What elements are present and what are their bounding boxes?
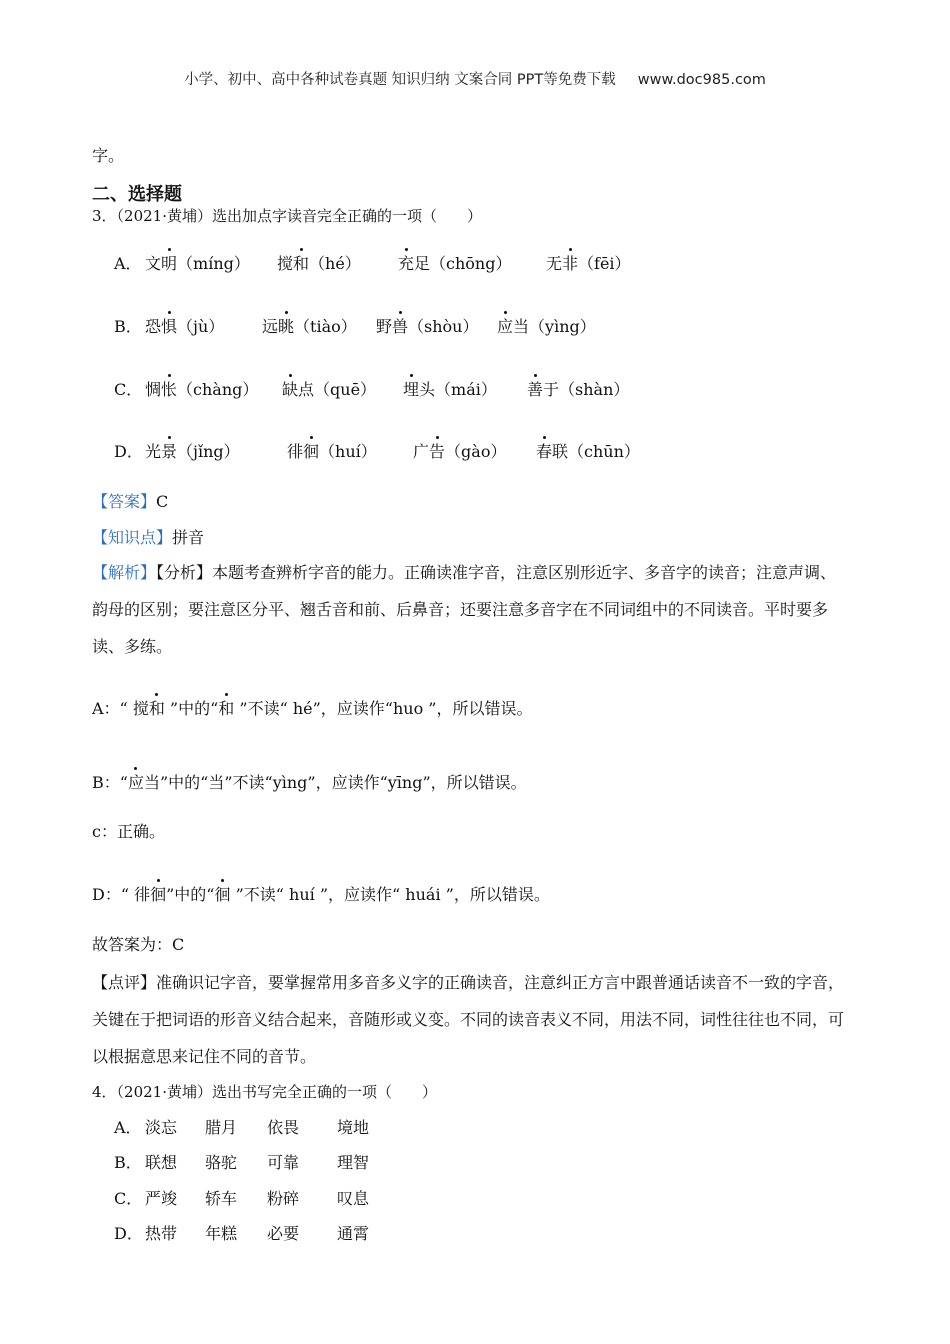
q4-option-word: 依畏 [267, 1118, 300, 1137]
q4-option-word: 腊月 [205, 1118, 238, 1137]
page-header [0, 68, 950, 89]
q3-option-word [536, 442, 640, 462]
line-d-dotted2: 徊 [214, 885, 231, 904]
word-char: 点 [298, 380, 315, 399]
line-a-part1: A：“ 搅 [92, 699, 149, 718]
dotted-char: 埋 [403, 380, 420, 399]
q4-option-label: B． [114, 1153, 142, 1172]
word-char: 徘 [287, 442, 304, 461]
pinyin: （jǐng） [177, 442, 240, 461]
q4-option-label: A． [114, 1118, 142, 1137]
analysis-line-a [92, 699, 533, 719]
q3-option-word [145, 317, 224, 337]
pinyin: （fēi） [578, 254, 631, 273]
pinyin: （chàng） [177, 380, 259, 399]
dotted-char: 充 [398, 254, 415, 273]
pinyin: （hé） [309, 254, 361, 273]
line-b-part1: B：“ [92, 773, 128, 792]
q4-option-word: 通霄 [337, 1224, 370, 1243]
pinyin: （gào） [445, 442, 507, 461]
analysis-line-d [92, 885, 550, 905]
q3-option-word [403, 380, 497, 400]
dotted-char: 缺 [282, 380, 299, 399]
q3-option-word [287, 442, 377, 462]
q3-option-word [262, 317, 357, 337]
q4-option-word: 叹息 [337, 1189, 370, 1208]
answer-value: C [156, 492, 169, 511]
word-char: 头 [419, 380, 436, 399]
q3-option-word [527, 380, 629, 400]
pinyin: （tiào） [294, 317, 357, 336]
dotted-char: 非 [562, 254, 579, 273]
q3-option-word [398, 254, 511, 274]
pinyin: （yìng） [529, 317, 596, 336]
pinyin: （mái） [435, 380, 497, 399]
word-char: 惆 [145, 380, 162, 399]
q3-option-word [282, 380, 376, 400]
q3-option-word [145, 380, 258, 400]
q4-option-word: 必要 [267, 1224, 300, 1243]
q3-option-word [546, 254, 631, 274]
dotted-char: 兽 [392, 317, 409, 336]
line-d-part1: D：“ 徘 [92, 885, 151, 904]
q3-option-label: B． [114, 317, 142, 336]
dotted-char: 徊 [303, 442, 320, 461]
q4-option-word: 轿车 [205, 1189, 238, 1208]
word-char: 野 [376, 317, 393, 336]
pinyin: （jù） [177, 317, 225, 336]
q3-option-word [145, 254, 250, 274]
q4-option-word: 骆驼 [205, 1153, 238, 1172]
q3-answer [92, 492, 168, 512]
q4-option-word: 严竣 [145, 1189, 178, 1208]
q3-option-word [413, 442, 506, 462]
line-d-part3: ”不读“ huí ”，应读作“ huái ”，所以错误。 [230, 885, 550, 904]
analysis-text: 【分析】本题考查辨析字音的能力。正确读准字音，注意区别形近字、多音字的读音；注意声调、韵母的区别；要注意区分平、翘舌音和前、后鼻音；还要注意多音字在不同词组中的不同读音。平时要多读、多练。 [92, 563, 837, 656]
q4-stem: 4．（2021·黄埔）选出书写完全正确的一项（ ） [92, 1083, 437, 1101]
line-a-part3: ”不读“ hé”，应读作“huo ”，所以错误。 [234, 699, 533, 718]
dotted-char: 怅 [161, 380, 178, 399]
q3-stem: 3．（2021·黄埔）选出加点字读音完全正确的一项（ ） [92, 207, 482, 225]
q3-option-word [145, 442, 240, 462]
pinyin: （shòu） [408, 317, 479, 336]
q4-option-word: 粉碎 [267, 1189, 300, 1208]
word-char: 光 [145, 442, 162, 461]
word-char: 远 [262, 317, 279, 336]
word-char: 于 [543, 380, 560, 399]
kp-value: 拼音 [172, 528, 205, 547]
line-a-part2: ”中的“ [164, 699, 219, 718]
word-char: 搅 [277, 254, 294, 273]
q4-option-word: 理智 [337, 1153, 370, 1172]
dotted-char: 眺 [278, 317, 295, 336]
q3-option-word [277, 254, 361, 274]
dotted-char: 景 [161, 442, 178, 461]
q4-option-word: 年糕 [205, 1224, 238, 1243]
line-b-part2: 当”中的“当”不读“yìng”，应读作“yīng”，所以错误。 [143, 773, 527, 792]
word-char: 当 [513, 317, 530, 336]
q3-option-word [376, 317, 479, 337]
line-a-dotted1: 和 [148, 699, 165, 718]
comment: 【点评】准确识记字音，要掌握常用多音多义字的正确读音，注意纠正方言中跟普通话读音不一致的字音，关键在于把词语的形音义结合起来，音随形或义变。不同的读音表义不同，用法不同，词性往往也不同，可以根据意思来记住不同的音节。 [92, 973, 845, 1066]
q3-option-label: A． [114, 254, 142, 273]
line-a-dotted2: 和 [218, 699, 235, 718]
q4-option-label: C． [114, 1189, 143, 1208]
pinyin: （shàn） [559, 380, 630, 399]
q3-analysis [92, 554, 852, 665]
analysis-line-c: c：正确。 [92, 822, 165, 841]
word-char: 广 [413, 442, 430, 461]
word-char: 足 [414, 254, 431, 273]
dotted-char: 和 [293, 254, 310, 273]
word-char: 恐 [145, 317, 162, 336]
analysis-label: 【解析】 [92, 563, 157, 582]
header-text: 小学、初中、高中各种试卷真题 知识归纳 文案合同 PPT等免费下载 [184, 72, 616, 88]
dotted-char: 善 [527, 380, 544, 399]
answer-label: 【答案】 [92, 492, 157, 511]
line-b-dotted1: 应 [127, 773, 144, 792]
pinyin: （chōng） [430, 254, 512, 273]
line-d-dotted1: 徊 [150, 885, 167, 904]
q3-option-label: D． [114, 442, 143, 461]
q4-option-label: D． [114, 1224, 143, 1243]
q4-option-word: 可靠 [267, 1153, 300, 1172]
word-char: 联 [552, 442, 569, 461]
word-char: 无 [546, 254, 563, 273]
word-char: 文 [145, 254, 162, 273]
section-title: 二、选择题 [92, 184, 182, 205]
dotted-char: 应 [497, 317, 514, 336]
dotted-char: 春 [536, 442, 553, 461]
pinyin: （chūn） [568, 442, 640, 461]
q3-knowledge-point [92, 528, 204, 548]
pinyin: （míng） [177, 254, 250, 273]
dotted-char: 告 [429, 442, 446, 461]
analysis-line-b [92, 773, 527, 793]
line-d-part2: ”中的“ [166, 885, 215, 904]
final-answer: 故答案为：C [92, 935, 185, 954]
pinyin: （quē） [314, 380, 377, 399]
q4-option-word: 境地 [337, 1118, 370, 1137]
header-site: www.doc985.com [637, 72, 766, 88]
dotted-char: 明 [161, 254, 178, 273]
top-fragment: 字。 [92, 146, 125, 165]
kp-label: 【知识点】 [92, 528, 173, 547]
q4-option-word: 淡忘 [145, 1118, 178, 1137]
q4-option-word: 联想 [145, 1153, 178, 1172]
pinyin: （huí） [319, 442, 377, 461]
dotted-char: 惧 [161, 317, 178, 336]
q3-option-word [497, 317, 596, 337]
q4-option-word: 热带 [145, 1224, 178, 1243]
q3-option-label: C． [114, 380, 143, 399]
